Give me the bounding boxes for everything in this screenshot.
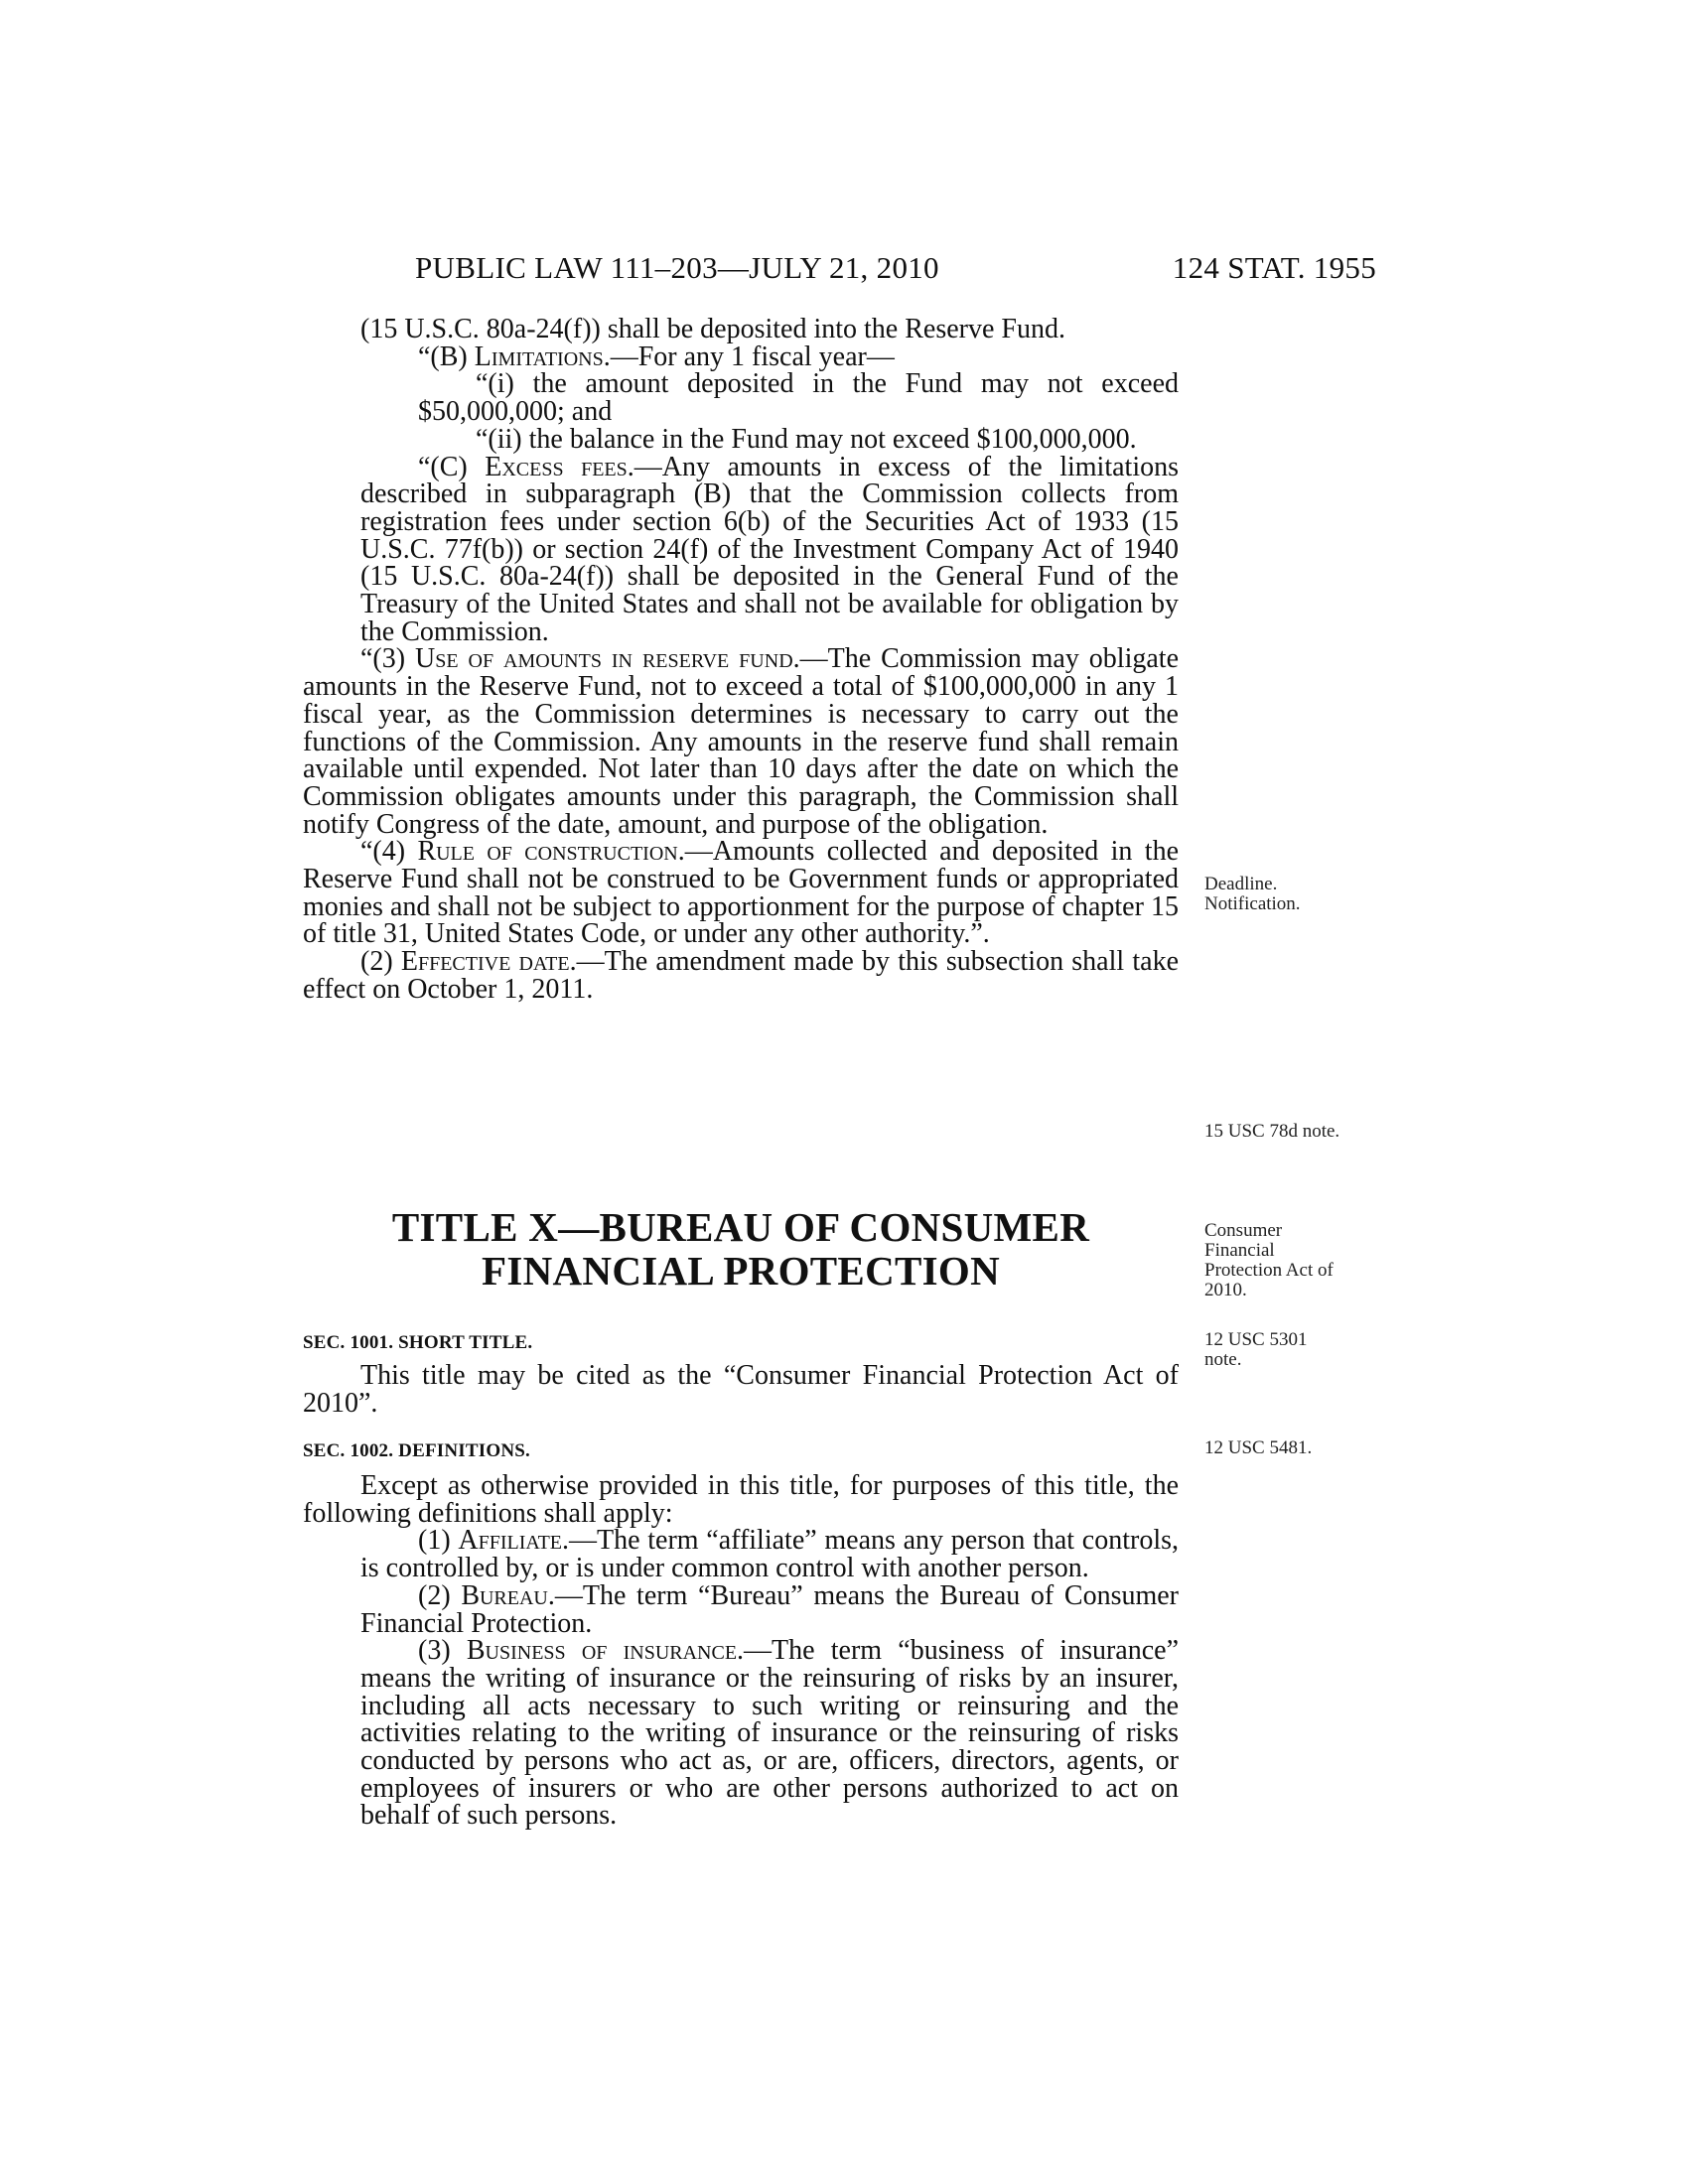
header-stat-page: 124 STAT. 1955: [1172, 250, 1376, 285]
clause-i: “(i) the amount deposited in the Fund may not exceed $50,000,000; and: [418, 368, 1179, 428]
definition-bureau-heading: Bureau: [461, 1579, 548, 1611]
definition-business-of-insurance: (3) Business of insurance.—The term “business of insurance” means the writing of insurance or the reinsuring of risks by an insurer, including all acts necessary to such writing or reinsuring and the activities relating to the writing of insurance or the reinsuring of risks conducted by persons who act as, or are, officers, directors, agents, or employees of insurers or who are other persons authorized to act on behalf of such persons.: [360, 1635, 1179, 1832]
running-header: [415, 250, 1376, 286]
title-line-1: TITLE X—BUREAU OF CONSUMER: [391, 1204, 1090, 1250]
paragraph-continuation: (15 U.S.C. 80a-24(f)) shall be deposited into the Reserve Fund.: [360, 314, 1065, 344]
paragraph-3: “(3) Use of amounts in reserve fund.—The Commission may obligate amounts in the Reserve Fund, not to exceed a total of $100,000,000 in any 1 fiscal year, as the Commission determines is necessary to carry out the functions of the Commission. Any amounts in the reserve fund shall remain available until expended. Not later than 10 days after the date on which the Commission obligates amounts under this paragraph, the Commission shall notify Congress of the date, amount, and purpose of the obligation.: [303, 643, 1179, 840]
section-1002-body: [303, 1472, 1179, 1830]
definitions-intro: Except as otherwise provided in this title, for purposes of this title, the following definitions shall apply:: [303, 1470, 1179, 1529]
section-1002-heading: SEC. 1002. DEFINITIONS.: [303, 1440, 530, 1461]
subparagraph-c: “(C) Excess fees.—Any amounts in excess of the limitations described in subparagraph (B) that the Commission collects from registration fees under section 6(b) of the Securities Act of 1933 (15 U.S.C. 77f(b)) or section 24(f) of the Investment Company Act of 1940 (15 U.S.C. 80a-24(f)) shall be deposited in the General Fund of the Treasury of the United States and shall not be available for obligation by the Commission.: [360, 451, 1179, 647]
effective-date-paragraph: (2) Effective date.—The amendment made by this subsection shall take effect on October 1, 2011.: [303, 946, 1179, 1005]
margin-note-15-usc-78d: 15 USC 78d note.: [1204, 1121, 1340, 1142]
margin-note-deadline: Deadline. Notification.: [1204, 874, 1301, 914]
paragraph-4: “(4) Rule of construction.—Amounts collected and deposited in the Reserve Fund shall not be construed to be Government funds or appropriated monies and shall not be subject to apportionment for the purpose of chapter 15 of title 31, United States Code, or under any other authority.”.: [303, 836, 1179, 950]
margin-note-12-usc-5301: 12 USC 5301 note.: [1204, 1329, 1308, 1370]
definition-affiliate-heading: Affiliate: [458, 1525, 563, 1557]
title-heading: [303, 1205, 1179, 1293]
title-line-2: FINANCIAL PROTECTION: [482, 1248, 1000, 1294]
subparagraph-b: “(B) Limitations.—For any 1 fiscal year—: [418, 341, 895, 372]
margin-note-12-usc-5481: 12 USC 5481.: [1204, 1437, 1313, 1458]
clause-ii: “(ii) the balance in the Fund may not exceed $100,000,000.: [476, 423, 1137, 455]
subparagraph-c-heading: Excess fees: [485, 451, 628, 482]
definition-bureau: (2) Bureau.—The term “Bureau” means the Bureau of Consumer Financial Protection.: [360, 1579, 1180, 1639]
effective-date-heading: Effective date: [400, 946, 570, 978]
definition-business-of-insurance-heading: Business of insurance: [466, 1635, 738, 1667]
definition-affiliate: (1) Affiliate.—The term “affiliate” means any person that controls, is controlled by, or is under common control with another person.: [360, 1525, 1179, 1584]
section-1001-heading: SEC. 1001. SHORT TITLE.: [303, 1332, 533, 1353]
subparagraph-b-heading: Limitations: [474, 341, 604, 372]
body-column: [303, 316, 1179, 1004]
margin-note-cfpa: Consumer Financial Protection Act of 2010.: [1204, 1220, 1334, 1300]
paragraph-3-heading: Use of amounts in reserve fund: [415, 643, 793, 675]
paragraph-4-heading: Rule of construction: [417, 836, 678, 868]
header-law-title: PUBLIC LAW 111–203—JULY 21, 2010: [415, 250, 939, 285]
section-1001-text: This title may be cited as the “Consumer Financial Protection Act of 2010”.: [303, 1360, 1179, 1419]
